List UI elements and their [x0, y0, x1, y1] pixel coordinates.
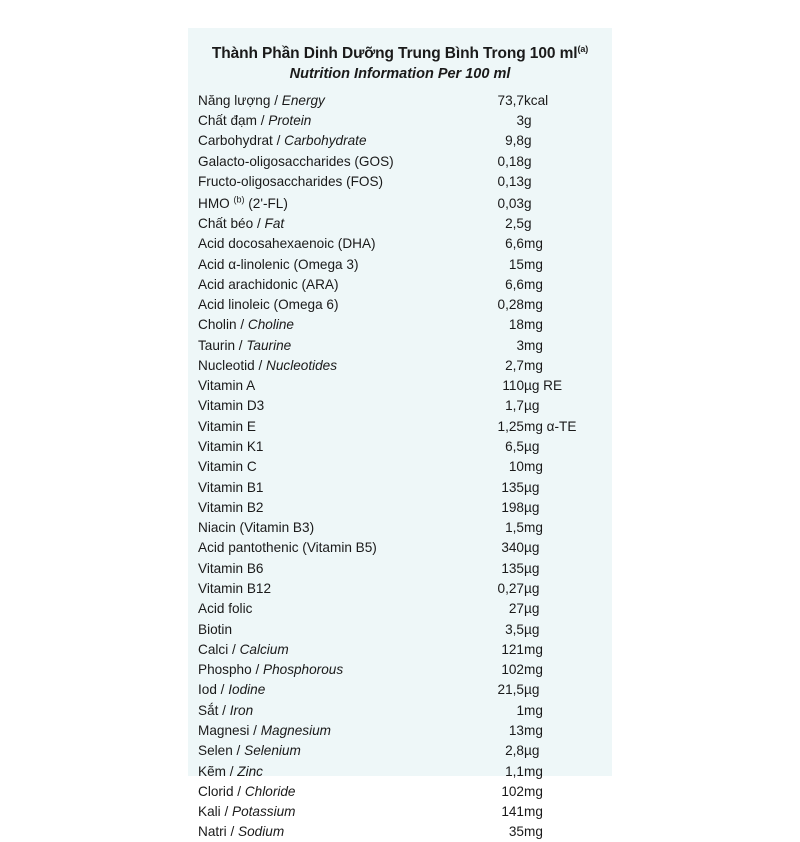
nutrient-name-vi: Cholin — [198, 317, 237, 333]
table-row — [198, 599, 602, 619]
nutrient-name-en: Choline — [247, 317, 294, 333]
nutrient-unit: mg — [524, 804, 543, 820]
nutrient-unit: µg RE — [524, 378, 563, 394]
table-row — [198, 131, 602, 151]
nutrient-name — [198, 680, 450, 700]
nutrient-name — [198, 192, 450, 214]
nutrient-name — [198, 274, 450, 294]
table-row — [198, 498, 602, 518]
nutrient-name-vi: Acid arachidonic (ARA) — [198, 276, 339, 292]
nutrient-unit: g — [524, 173, 532, 189]
name-separator: / — [220, 804, 233, 820]
nutrient-value: 2,5 — [505, 215, 524, 231]
nutrient-name — [198, 700, 450, 720]
nutrient-value: 2,8 — [505, 743, 524, 759]
table-row — [198, 680, 602, 700]
nutrient-name — [198, 518, 450, 538]
nutrient-value: 13 — [508, 722, 524, 738]
nutrient-unit: g — [524, 133, 532, 149]
nutrient-value: 141 — [501, 804, 524, 820]
nutrient-unit: g — [524, 153, 532, 169]
nutrient-value: 21,5 — [497, 682, 524, 698]
nutrient-unit: µg — [524, 540, 540, 556]
nutrient-value: 0,03 — [497, 195, 524, 211]
nutrient-name — [198, 315, 450, 335]
nutrient-value: 198 — [501, 499, 524, 515]
nutrient-unit: mg — [524, 702, 543, 718]
nutrient-name — [198, 234, 450, 254]
nutrition-panel — [188, 28, 612, 840]
nutrient-name — [198, 579, 450, 599]
nutrient-unit: mg — [524, 337, 543, 353]
table-row — [198, 396, 602, 416]
table-row — [198, 437, 602, 457]
nutrient-name-vi: Iod — [198, 682, 217, 698]
nutrient-unit: mg — [524, 357, 543, 373]
nutrient-unit: mg — [524, 641, 543, 657]
nutrient-name — [198, 538, 450, 558]
name-separator: / — [225, 763, 238, 779]
nutrient-name-vi: Chất đạm — [198, 113, 257, 128]
nutrient-value: 27 — [508, 601, 524, 617]
nutrient-value: 3,5 — [505, 621, 524, 637]
nutrient-unit: µg — [524, 499, 540, 515]
nutrient-unit: g — [524, 215, 532, 231]
nutrient-name-vi: Nucleotid — [198, 357, 255, 373]
nutrient-value: 1 — [516, 702, 524, 718]
table-row — [198, 172, 602, 192]
footnote-marker-b: (b) — [233, 194, 245, 205]
nutrition-table — [198, 90, 602, 842]
nutrient-name — [198, 599, 450, 619]
nutrient-name — [198, 151, 450, 171]
nutrient-name — [198, 396, 450, 416]
table-row — [198, 518, 602, 538]
nutrient-name — [198, 477, 450, 497]
page-title-vi-text: Thành Phần Dinh Dưỡng Trung Bình Trong 100 ml — [211, 45, 578, 63]
nutrient-value: 6,5 — [505, 439, 524, 455]
table-row — [198, 579, 602, 599]
nutrient-name-vi: Acid folic — [198, 601, 253, 617]
nutrient-unit: mg — [524, 459, 543, 475]
nutrient-unit: µg — [524, 439, 540, 455]
table-row — [198, 619, 602, 639]
table-row — [198, 295, 602, 315]
nutrient-name-en: Energy — [281, 92, 325, 108]
table-row — [198, 151, 602, 171]
nutrient-name-vi: Vitamin A — [198, 378, 256, 394]
table-row — [198, 111, 602, 131]
table-row — [198, 700, 602, 720]
nutrient-value: 2,7 — [505, 357, 524, 373]
table-row — [198, 416, 602, 436]
table-row — [198, 802, 602, 822]
table-row — [198, 234, 602, 254]
nutrient-name-vi: Taurin — [198, 337, 236, 353]
nutrient-value: 3 — [516, 337, 524, 353]
nutrient-unit: µg — [524, 581, 540, 596]
nutrient-value: 9,8 — [505, 133, 524, 149]
nutrient-name-vi: Vitamin B6 — [198, 560, 264, 576]
nutrient-name-vi: Kẽm — [198, 763, 226, 779]
nutrient-name-vi: Biotin — [198, 621, 233, 637]
nutrient-name-en: Chloride — [244, 783, 296, 799]
nutrient-name-vi: Chất béo — [198, 215, 254, 231]
table-row — [198, 376, 602, 396]
nutrient-value: 0,13 — [497, 173, 524, 189]
nutrient-unit: µg — [524, 621, 540, 637]
name-separator: / — [272, 133, 285, 149]
nutrient-value: 110 — [502, 378, 524, 394]
nutrient-name — [198, 558, 450, 578]
nutrient-name — [198, 335, 450, 355]
table-row — [198, 822, 602, 842]
nutrient-value: 102 — [501, 662, 524, 678]
nutrient-name-vi: Vitamin B12 — [198, 581, 272, 596]
name-separator: / — [232, 743, 245, 759]
nutrient-name-en: Calcium — [239, 641, 289, 657]
name-separator: / — [218, 702, 230, 718]
nutrient-name — [198, 619, 450, 639]
name-separator: / — [228, 641, 240, 657]
nutrient-unit: mg — [524, 256, 543, 272]
table-row — [198, 721, 602, 741]
nutrient-unit: µg — [524, 743, 540, 759]
nutrient-unit: µg — [524, 682, 540, 698]
table-row — [198, 254, 602, 274]
name-separator: / — [253, 215, 265, 231]
nutrient-unit: mg — [524, 276, 543, 292]
nutrition-table-body — [198, 90, 602, 842]
nutrient-name-vi: Năng lượng — [198, 92, 271, 108]
nutrient-name-vi: Magnesi — [198, 722, 250, 738]
nutrient-value: 135 — [501, 479, 524, 495]
name-separator: / — [216, 682, 229, 698]
nutrient-name — [198, 356, 450, 376]
name-separator: / — [236, 317, 248, 333]
table-row — [198, 538, 602, 558]
nutrient-name — [198, 660, 450, 680]
nutrient-value: 73,7 — [497, 92, 524, 108]
nutrient-value: 18 — [508, 317, 524, 333]
table-row — [198, 90, 602, 110]
nutrient-value: 102 — [501, 783, 524, 799]
nutrient-name — [198, 295, 450, 315]
nutrient-name-vi: Acid pantothenic (Vitamin B5) — [198, 540, 377, 556]
page-title-en: Nutrition Information Per 100 ml — [289, 65, 511, 82]
nutrient-unit: µg — [524, 398, 540, 414]
nutrient-value: 6,6 — [505, 276, 524, 292]
nutrient-name — [198, 254, 450, 274]
nutrient-unit: µg — [524, 479, 540, 495]
nutrient-unit: mg — [524, 520, 543, 536]
name-separator: / — [233, 783, 245, 799]
nutrient-name-vi: Vitamin E — [198, 418, 256, 434]
nutrient-name — [198, 761, 450, 781]
nutrient-unit: g — [524, 195, 532, 211]
nutrient-name-vi: Calci — [198, 641, 229, 657]
nutrient-name-en: Taurine — [246, 337, 292, 353]
nutrient-name-vi: Selen — [198, 743, 233, 759]
nutrient-value: 1,5 — [505, 520, 524, 536]
nutrient-name — [198, 741, 450, 761]
nutrient-value: 3 — [516, 113, 524, 128]
table-row — [198, 741, 602, 761]
nutrient-name — [198, 111, 450, 131]
table-row — [198, 660, 602, 680]
nutrient-unit: kcal — [524, 92, 549, 108]
table-row — [198, 192, 602, 214]
nutrient-name-en: Phosphorous — [263, 662, 344, 678]
nutrient-name-en: Nucleotides — [266, 357, 338, 373]
nutrient-name-en: Iodine — [228, 682, 266, 698]
nutrition-title-block — [198, 44, 602, 83]
nutrient-name-vi: Niacin (Vitamin B3) — [198, 520, 315, 536]
nutrient-name-vi: Acid linoleic (Omega 6) — [198, 297, 339, 313]
nutrient-value: 0,28 — [497, 297, 524, 313]
nutrient-name-vi: HMO $^{(b)}$ (2'-FL) — [198, 194, 288, 211]
nutrient-name — [198, 721, 450, 741]
nutrient-name-en: Sodium — [238, 824, 285, 840]
nutrient-name-vi: Phospho — [198, 662, 252, 678]
nutrient-name-en: Iron — [229, 702, 254, 718]
name-separator: / — [254, 357, 267, 373]
nutrient-name-en: Carbohydrate — [284, 133, 367, 149]
nutrient-name — [198, 90, 450, 110]
name-separator: / — [235, 337, 247, 353]
nutrient-unit: mg — [524, 297, 543, 313]
table-row — [198, 477, 602, 497]
nutrient-unit: mg — [524, 763, 543, 779]
nutrient-value: 340 — [501, 540, 524, 556]
table-row — [198, 274, 602, 294]
nutrient-name — [198, 214, 450, 234]
nutrient-unit: mg — [524, 236, 543, 252]
name-separator: / — [249, 722, 261, 738]
table-row — [198, 558, 602, 578]
nutrient-name-vi: Fructo-oligosaccharides (FOS) — [198, 173, 384, 189]
nutrient-value: 135 — [501, 560, 524, 576]
nutrient-unit: µg — [524, 601, 540, 617]
nutrient-unit: mg α-TE — [524, 418, 577, 434]
nutrient-name-vi: Vitamin B2 — [198, 499, 264, 515]
table-row — [198, 214, 602, 234]
nutrient-name-vi: Natri — [198, 824, 227, 840]
nutrient-name-vi: Vitamin B1 — [198, 479, 264, 495]
nutrient-value: 1,1 — [505, 763, 524, 779]
name-separator: / — [226, 824, 239, 840]
table-row — [198, 315, 602, 335]
nutrient-unit: µg — [524, 560, 540, 576]
name-separator: / — [256, 113, 269, 128]
page-title-vi — [198, 44, 602, 64]
nutrient-name-en: Zinc — [237, 763, 263, 779]
nutrient-name — [198, 457, 450, 477]
nutrient-value: 121 — [501, 641, 524, 657]
nutrient-unit: mg — [524, 783, 543, 799]
nutrient-name — [198, 172, 450, 192]
nutrient-unit: mg — [524, 722, 543, 738]
table-row — [198, 335, 602, 355]
nutrient-name-vi: Vitamin D3 — [198, 398, 265, 414]
nutrient-name-vi: Vitamin C — [198, 459, 257, 475]
table-row — [198, 781, 602, 801]
table-row — [198, 457, 602, 477]
nutrient-value: 35 — [508, 824, 524, 840]
nutrient-name — [198, 640, 450, 660]
nutrient-name — [198, 376, 450, 396]
nutrient-value: 1,7 — [505, 398, 524, 414]
nutrient-name-vi: Carbohydrat — [198, 133, 273, 149]
nutrient-name — [198, 802, 450, 822]
nutrient-name-vi: Acid docosahexaenoic (DHA) — [198, 236, 376, 252]
nutrient-unit: mg — [524, 317, 543, 333]
name-separator: / — [270, 92, 282, 108]
nutrient-name-en: Fat — [264, 215, 285, 231]
nutrient-name-en: Magnesium — [260, 722, 331, 738]
table-row — [198, 640, 602, 660]
nutrient-name-en: Potassium — [232, 804, 296, 820]
nutrient-name-vi: Galacto-oligosaccharides (GOS) — [198, 153, 394, 169]
nutrient-name — [198, 822, 450, 842]
nutrient-name-vi: Acid α-linolenic (Omega 3) — [198, 256, 359, 272]
nutrient-name — [198, 781, 450, 801]
nutrient-value: 10 — [508, 459, 524, 475]
nutrient-value: 1,25 — [497, 418, 524, 434]
nutrient-value: 0,18 — [497, 153, 524, 169]
nutrient-name-en: Protein — [268, 113, 312, 128]
nutrient-name — [198, 131, 450, 151]
table-row — [198, 356, 602, 376]
nutrient-name — [198, 416, 450, 436]
nutrient-unit: g — [524, 113, 532, 128]
nutrient-value: 0,27 — [497, 581, 524, 596]
nutrient-name — [198, 437, 450, 457]
nutrient-name-vi: Clorid — [198, 783, 234, 799]
page-title-footnote-marker: (a) — [577, 44, 589, 54]
nutrient-value: 15 — [508, 256, 524, 272]
nutrient-name-en: Selenium — [244, 743, 301, 759]
nutrient-name-vi: Kali — [198, 804, 221, 820]
nutrient-value: 6,6 — [505, 236, 524, 252]
nutrient-name-vi: Sắt — [198, 702, 219, 718]
nutrient-unit: mg — [524, 662, 543, 678]
nutrient-name — [198, 498, 450, 518]
nutrient-unit: mg — [524, 824, 543, 840]
nutrient-name-vi: Vitamin K1 — [198, 439, 264, 455]
table-row — [198, 761, 602, 781]
name-separator: / — [251, 662, 264, 678]
